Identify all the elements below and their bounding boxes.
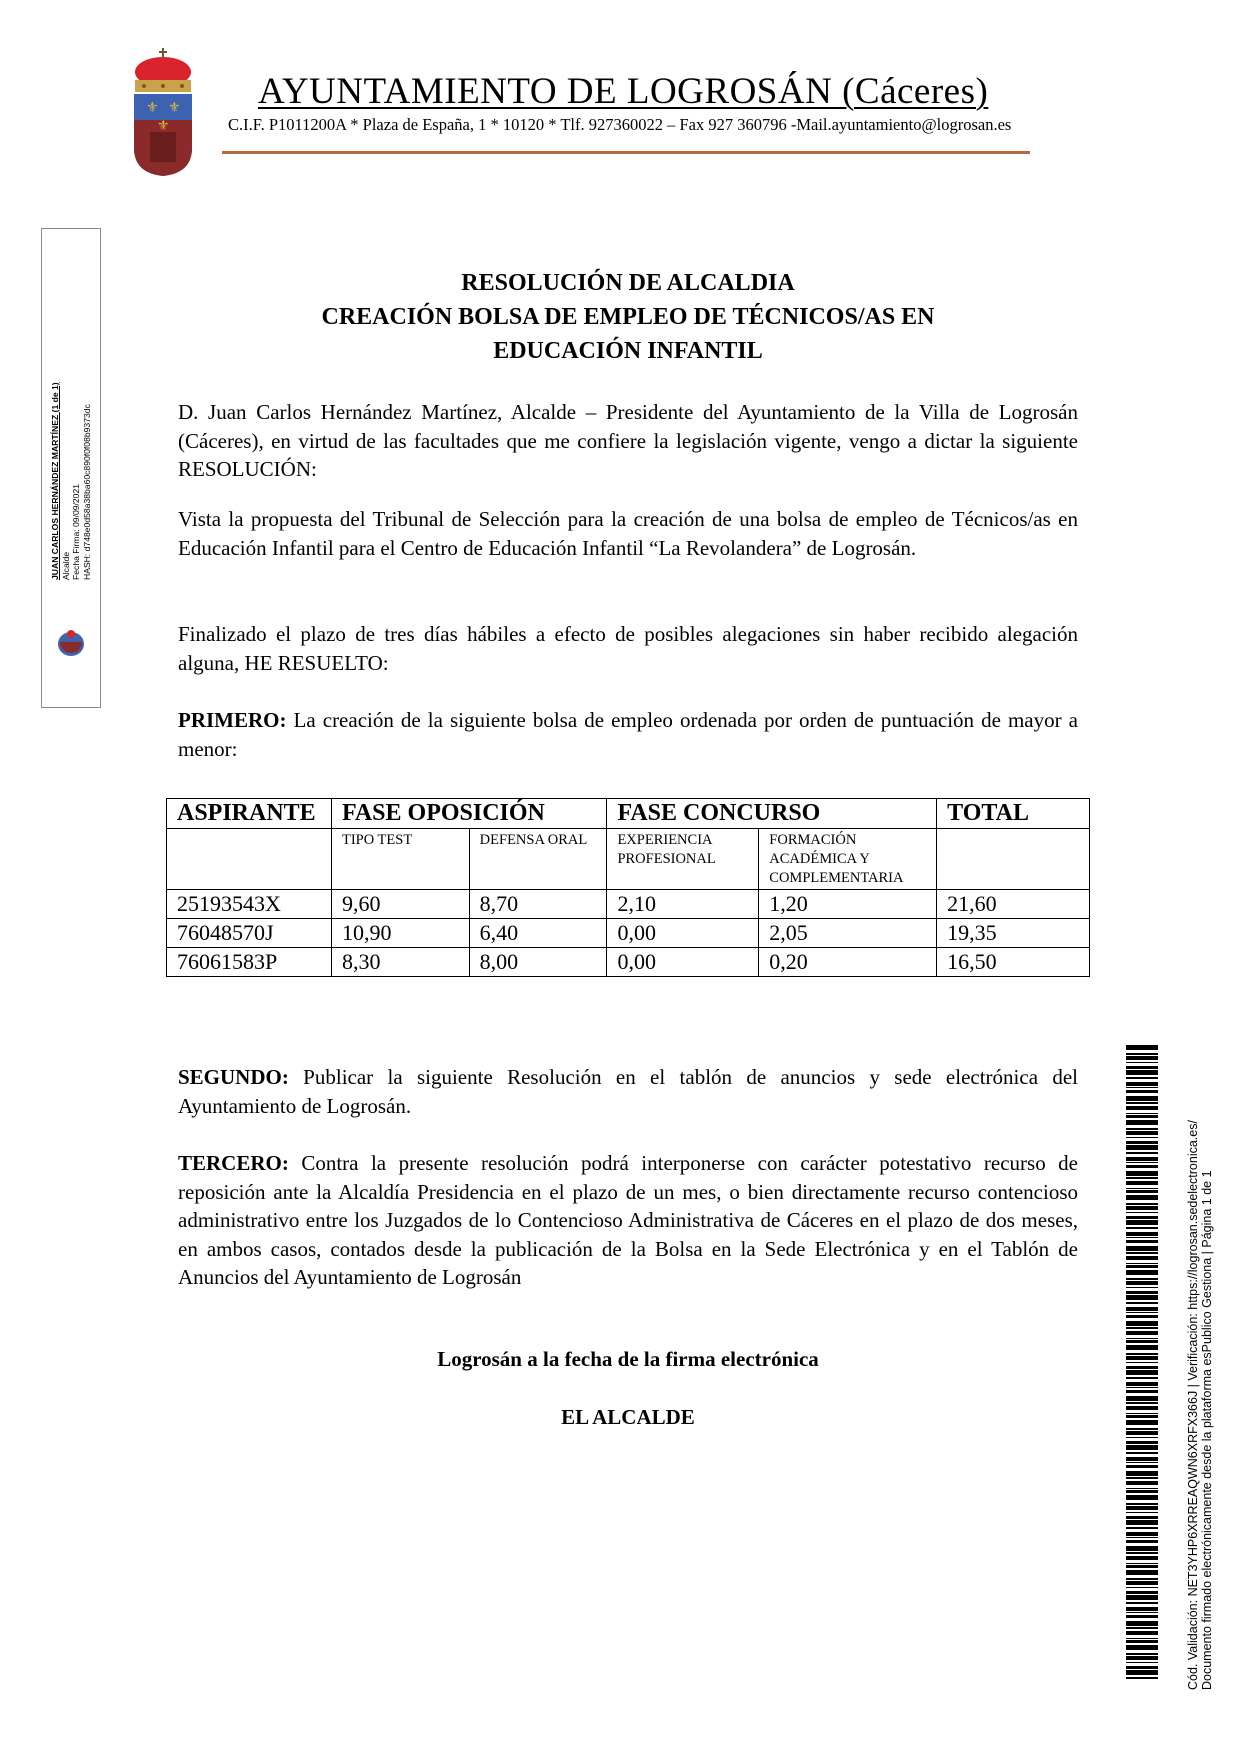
barcode-bar [1126,1315,1158,1318]
primero-label: PRIMERO: [178,708,287,732]
barcode-bar [1126,1287,1158,1288]
signature-hash: HASH: d748e0d58a38ba60c890f0f08b9373dc [81,404,92,580]
svg-text:⚜: ⚜ [146,101,159,116]
header-contact: C.I.F. P1011200A * Plaza de España, 1 * 10120 * Tlf. 927360022 – Fax 927 360796 -Mail.ayuntamiento@logrosan.es [228,115,1012,134]
title-line-3: EDUCACIÓN INFANTIL [493,338,763,364]
barcode-bar [1126,1045,1158,1050]
barcode-bar [1126,1465,1158,1468]
verification-line-2: Documento firmado electrónicamente desde la plataforma esPublico Gestiona | Página 1 de 1 [1200,1170,1214,1690]
coat-of-arms-icon [130,48,196,178]
cell-tipo-test: 8,30 [331,948,469,977]
barcode-bar [1126,1270,1158,1275]
barcode-bar [1126,1677,1158,1679]
title-line-1: RESOLUCIÓN DE ALCALDIA [461,270,795,296]
barcode-bar [1126,1345,1158,1350]
barcode-bar [1126,1237,1158,1238]
cell-experiencia: 2,10 [607,890,759,919]
cell-total: 21,60 [937,890,1090,919]
primero-paragraph [178,706,1078,763]
barcode-bar [1126,1281,1158,1285]
barcode-bar [1126,1387,1158,1388]
barcode-bar [1126,1370,1158,1375]
barcode-bar [1126,1307,1158,1311]
barcode-bar [1126,1506,1158,1510]
barcode-bar [1126,1452,1158,1454]
barcode-bar [1126,1406,1158,1410]
barcode-bar [1126,1390,1158,1393]
barcode-bar [1126,1246,1158,1251]
barcode-bar [1126,1581,1158,1585]
table-group-header [167,799,1090,829]
barcode-bar [1126,1338,1158,1339]
barcode-bar [1126,1552,1158,1554]
barcode-bar [1126,1356,1158,1360]
barcode-bar [1126,1087,1158,1088]
barcode-bar [1126,1441,1158,1444]
barcode-bar [1126,1302,1158,1304]
barcode-bar [1126,1488,1158,1489]
barcode-bar [1126,1396,1158,1401]
barcode-bar [1126,1353,1158,1355]
barcode-bar [1126,1377,1158,1379]
barcode-bar [1126,1240,1158,1243]
cell-defensa-oral: 8,70 [469,890,607,919]
barcode-bar [1126,1431,1158,1435]
barcode-bar [1126,1106,1158,1110]
barcode-bar [1126,1471,1158,1476]
barcode-bar [1126,1256,1158,1260]
barcode-bar [1126,1556,1158,1560]
subheader-formacion: FORMACIÓN ACADÉMICA Y COMPLEMENTARIA [759,829,937,890]
cell-defensa-oral: 6,40 [469,919,607,948]
barcode-bar [1126,1321,1158,1326]
barcode-icon [1126,1045,1158,1685]
barcode-bar [1126,1402,1158,1404]
table-row [167,948,1090,977]
barcode-bar [1126,1591,1158,1594]
barcode-bar [1126,1362,1158,1363]
cell-experiencia: 0,00 [607,919,759,948]
barcode-bar [1126,1227,1158,1229]
tercero-paragraph [178,1149,1078,1292]
barcode-bar [1126,1627,1158,1629]
barcode-bar [1126,1420,1158,1425]
barcode-bar [1126,1056,1158,1060]
barcode-bar [1126,1578,1158,1580]
barcode-bar [1126,1232,1158,1236]
barcode-bar [1126,1607,1158,1611]
tercero-text: Contra la presente resolución podrá interponerse con carácter potestativo recurso de reposición ante la Alcaldía Presidencia en el plazo de un mes, o bien directamente recurso contencioso administrativo entre los Juzgados de lo Contencioso Administrativa de Cáceres en el plazo de dos meses, en ambos casos, contados desde la publicación de la Bolsa en la Sede Electrónica y en el Tablón de Anuncios del Ayuntamiento de Logrosán [178,1151,1078,1289]
barcode-bar [1126,1670,1158,1675]
barcode-bar [1126,1565,1158,1568]
barcode-bar [1126,1157,1158,1161]
barcode-bar [1126,1382,1158,1386]
barcode-bar [1126,1077,1158,1079]
barcode-bar [1126,1082,1158,1086]
barcode-bar [1126,1415,1158,1418]
barcode-bar [1126,1331,1158,1335]
subheader-empty [167,829,332,890]
barcode-bar [1126,1532,1158,1536]
barcode-bar [1126,1631,1158,1635]
barcode-bar [1126,1171,1158,1176]
barcode-bar [1126,1645,1158,1650]
segundo-paragraph [178,1063,1078,1120]
barcode-bar [1126,1503,1158,1505]
barcode-bar [1126,1066,1158,1069]
barcode-bar [1126,1212,1158,1213]
header-title: AYUNTAMIENTO DE LOGROSÁN (Cáceres) [258,71,989,112]
barcode-bar [1126,1413,1158,1414]
barcode-bar [1126,1291,1158,1294]
barcode-bar [1126,1477,1158,1479]
barcode-bar [1126,1062,1158,1063]
cell-total: 19,35 [937,919,1090,948]
barcode-bar [1126,1666,1158,1669]
barcode-bar [1126,1445,1158,1450]
barcode-bar [1126,1195,1158,1200]
barcode-bar [1126,1220,1158,1225]
subheader-defensa-oral: DEFENSA ORAL [469,829,607,890]
verification-text [1186,1120,1214,1690]
signer-role: Alcalde [60,551,71,580]
tercero-label: TERCERO: [178,1151,289,1175]
title-line-2: CREACIÓN BOLSA DE EMPLEO DE TÉCNICOS/AS EN [321,304,935,330]
barcode-bar [1126,1252,1158,1254]
signer-name: JUAN CARLOS HERNÁNDEZ MARTÍNEZ (1 de 1) [50,382,60,580]
barcode-bar [1126,1638,1158,1639]
barcode-bar [1126,1141,1158,1144]
barcode-bar [1126,1662,1158,1663]
cell-tipo-test: 10,90 [331,919,469,948]
barcode-bar [1126,1527,1158,1529]
header-fase-concurso: FASE CONCURSO [607,799,937,829]
barcode-bar [1126,1165,1158,1168]
bolsa-table [166,798,1090,977]
cell-experiencia: 0,00 [607,948,759,977]
header-aspirante: ASPIRANTE [167,799,332,829]
barcode-bar [1126,1563,1158,1564]
subheader-tipo-test: TIPO TEST [331,829,469,890]
document-title [178,266,1078,368]
barcode-bar [1126,1131,1158,1135]
barcode-bar [1126,1096,1158,1101]
barcode-bar [1126,1152,1158,1154]
svg-text:⚜: ⚜ [157,119,170,134]
barcode-bar [1126,1595,1158,1600]
barcode-bar [1126,1181,1158,1185]
barcode-bar [1126,1177,1158,1179]
barcode-bar [1126,1462,1158,1463]
barcode-bar [1126,1265,1158,1268]
segundo-label: SEGUNDO: [178,1065,289,1089]
barcode-bar [1126,1640,1158,1643]
barcode-bar [1126,1602,1158,1604]
cell-formacion: 1,20 [759,890,937,919]
barcode-bar [1126,1537,1158,1538]
cell-formacion: 2,05 [759,919,937,948]
barcode-bar [1126,1546,1158,1551]
barcode-bar [1126,1656,1158,1660]
svg-text:⚜: ⚜ [168,101,181,116]
barcode-bar [1126,1570,1158,1575]
barcode-bar [1126,1481,1158,1485]
table-sub-header [167,829,1090,890]
barcode-bar [1126,1120,1158,1125]
vista-paragraph: Vista la propuesta del Tribunal de Selección para la creación de una bolsa de empleo de Técnicos/as en Educación Infantil para el Centro de Educación Infantil “La Revolandera” de Logrosán. [178,507,1078,560]
cell-total: 16,50 [937,948,1090,977]
barcode-bar [1126,1366,1158,1369]
barcode-bar [1126,1115,1158,1118]
barcode-bar [1126,1437,1158,1438]
barcode-bar [1126,1612,1158,1613]
subheader-experiencia: EXPERIENCIA PROFESIONAL [607,829,759,890]
barcode-bar [1126,1516,1158,1519]
barcode-bar [1126,1615,1158,1618]
barcode-bar [1126,1145,1158,1150]
barcode-bar [1126,1216,1158,1219]
segundo-text: Publicar la siguiente Resolución en el tablón de anuncios y sede electrónica del Ayuntamiento de Logrosán. [178,1065,1078,1118]
barcode-bar [1126,1090,1158,1093]
header-divider [222,151,1030,154]
barcode-bar [1126,1621,1158,1626]
cell-aspirante: 76061583P [167,948,332,977]
barcode-bar [1126,1162,1158,1163]
barcode-bar [1126,1340,1158,1343]
barcode-bar [1126,1188,1158,1189]
header-total: TOTAL [937,799,1090,829]
intro-paragraph: D. Juan Carlos Hernández Martínez, Alcalde – Presidente del Ayuntamiento de la Villa de Logrosán (Cáceres), en virtud de las facultades que me confiere la legislación vigente, vengo a dictar la siguiente RESOLUCIÓN: [178,400,1078,481]
barcode-bar [1126,1520,1158,1525]
barcode-bar [1126,1295,1158,1300]
barcode-bar [1126,1053,1158,1055]
verification-line-1: Cód. Validación: NET3YHP6XRREAQWN6XRFX366J | Verificación: https://logrosan.sedelectronica.es/ [1186,1120,1200,1690]
header-fase-oposicion: FASE OPOSICIÓN [331,799,606,829]
barcode-bar [1126,1190,1158,1193]
barcode-bar [1126,1428,1158,1430]
barcode-bar [1126,1512,1158,1513]
finalizado-paragraph: Finalizado el plazo de tres días hábiles a efecto de posibles alegaciones sin haber recibido alegación alguna, HE RESUELTO: [178,622,1078,675]
table-row [167,890,1090,919]
barcode-bar [1126,1203,1158,1205]
cell-formacion: 0,20 [759,948,937,977]
signature-date: Fecha Firma: 09/09/2021 [71,483,81,580]
stamp-crest-icon [56,628,86,658]
table-row [167,919,1090,948]
cell-aspirante: 25193543X [167,890,332,919]
barcode-bar [1126,1137,1158,1138]
signature-stamp-text [50,320,92,580]
barcode-bar [1126,1540,1158,1543]
closing-line: Logrosán a la fecha de la firma electrónica [437,1347,819,1371]
barcode-bar [1126,1278,1158,1280]
barcode-bar [1126,1327,1158,1329]
primero-text: La creación de la siguiente bolsa de empleo ordenada por orden de puntuación de mayor a menor: [178,708,1078,761]
barcode-bar [1126,1263,1158,1264]
barcode-bar [1126,1070,1158,1075]
subheader-empty-total [937,829,1090,890]
barcode-bar [1126,1457,1158,1461]
barcode-bar [1126,1490,1158,1493]
cell-aspirante: 76048570J [167,919,332,948]
barcode-bar [1126,1113,1158,1114]
barcode-bar [1126,1206,1158,1210]
cell-tipo-test: 9,60 [331,890,469,919]
barcode-bar [1126,1653,1158,1655]
barcode-bar [1126,1495,1158,1500]
cell-defensa-oral: 8,00 [469,948,607,977]
barcode-bar [1126,1312,1158,1313]
signature-title: EL ALCALDE [561,1405,695,1429]
barcode-bar [1126,1128,1158,1130]
barcode-bar [1126,1587,1158,1588]
barcode-bar [1126,1102,1158,1104]
